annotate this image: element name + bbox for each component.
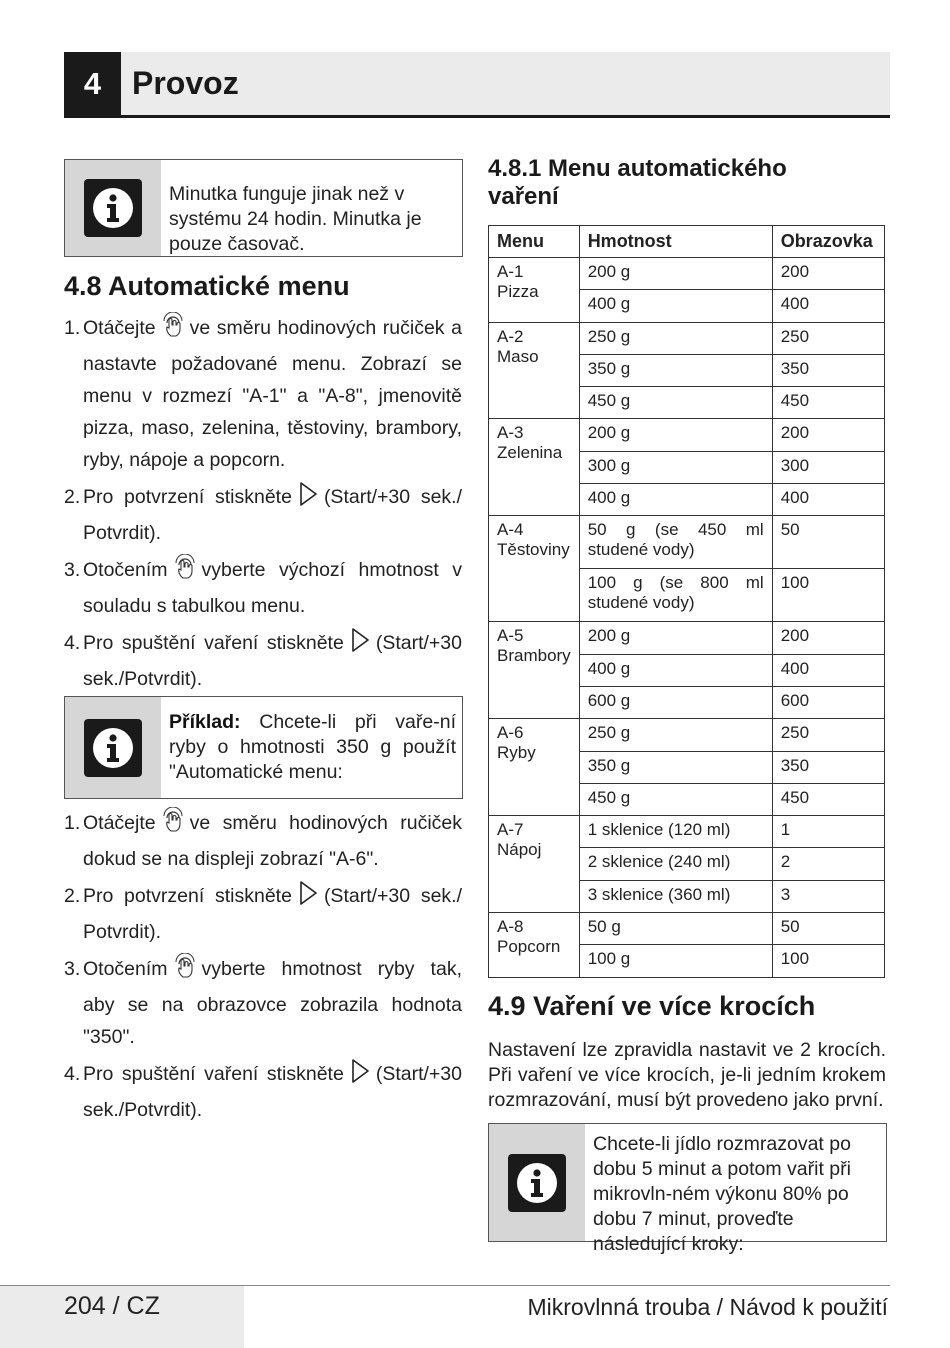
heading-4-8-1: 4.8.1 Menu automatického vaření (488, 155, 787, 210)
table-body (489, 258, 885, 978)
table-row (489, 258, 885, 290)
auto-menu-table (488, 225, 885, 978)
weight-cell: 250 g (579, 322, 772, 354)
list-item: 1. Otáčejte ve směru hodinových ručiček a nastavte požadované menu. Zobrazí se menu v rozmezí "A-1" a "A-8", jmenovitě pizza, maso, zelenina, těstoviny, brambory, ryby, nápoje a popcorn. (64, 312, 462, 476)
weight-cell: 200 g (579, 419, 772, 451)
display-cell: 400 (772, 484, 884, 516)
table-row (489, 913, 885, 945)
display-cell: 450 (772, 783, 884, 815)
steps-list (64, 312, 462, 700)
page-number: 204 / CZ (64, 1292, 160, 1320)
play-icon (298, 880, 318, 916)
weight-cell: 50 g (se 450 ml studené vody) (579, 516, 772, 569)
menu-name: Maso (497, 346, 539, 366)
list-item: 2. Pro potvrzení stiskněte (Start/+30 sek./ Potvrdit). (64, 481, 462, 549)
menu-code: A-1 (497, 262, 524, 281)
display-cell: 400 (772, 290, 884, 322)
display-cell: 300 (772, 451, 884, 483)
display-cell: 50 (772, 913, 884, 945)
table-row (489, 516, 885, 569)
display-cell: 50 (772, 516, 884, 569)
info-icon (84, 179, 142, 237)
note-timer-text: Minutka funguje jinak než v systému 24 hodin. Minutka je pouze časovač. (169, 183, 422, 255)
weight-cell: 50 g (579, 913, 772, 945)
knob-icon (162, 312, 184, 348)
play-icon (350, 627, 370, 663)
menu-name: Zelenina (497, 443, 563, 463)
display-cell: 100 (772, 945, 884, 977)
weight-cell: 400 g (579, 484, 772, 516)
example-label: Příklad: (169, 711, 241, 733)
note-example-text: Příklad: Chcete-li při vaře-ní ryby o hmotnosti 350 g použít "Automatické menu: (169, 711, 456, 783)
knob-icon (174, 953, 196, 989)
display-cell: 200 (772, 419, 884, 451)
heading-4-9: 4.9 Vaření ve více krocích (488, 991, 816, 1021)
note-timer (64, 159, 463, 257)
list-item: 4. Pro spuštění vaření stiskněte (Start/+30 sek./Potvrdit). (64, 627, 462, 695)
menu-name: Těstoviny (497, 540, 570, 560)
list-item: 1. Otáčejte ve směru hodinových ručiček dokud se na displeji zobrazí "A-6". (64, 807, 462, 875)
menu-name: Pizza (497, 282, 539, 301)
display-cell: 1 (772, 816, 884, 848)
weight-cell: 200 g (579, 622, 772, 654)
display-cell: 350 (772, 751, 884, 783)
example-steps-list (64, 807, 462, 1131)
list-item: 3. Otočením vyberte hmotnost ryby tak, aby se na obrazovce zobrazila hodnota "350". (64, 953, 462, 1053)
note-example (64, 696, 463, 799)
weight-cell: 350 g (579, 751, 772, 783)
menu-code: A-8 (497, 917, 524, 937)
column-header-menu: Menu (489, 226, 580, 258)
info-icon (508, 1154, 566, 1212)
play-icon (298, 481, 318, 517)
weight-cell: 450 g (579, 783, 772, 815)
weight-cell: 400 g (579, 290, 772, 322)
weight-cell: 600 g (579, 686, 772, 718)
weight-cell: 3 sklenice (360 ml) (579, 880, 772, 912)
play-icon (350, 1058, 370, 1094)
weight-cell: 200 g (579, 258, 772, 290)
chapter-number: 4 (64, 52, 121, 115)
table-row (489, 322, 885, 354)
table-row (489, 622, 885, 654)
column-header-weight: Hmotnost (579, 226, 772, 258)
menu-cell (489, 816, 580, 913)
display-cell: 350 (772, 354, 884, 386)
display-cell: 400 (772, 654, 884, 686)
menu-code: A-7 (497, 820, 524, 840)
note-multistage-text: Chcete-li jídlo rozmrazovat po dobu 5 minut a potom vařit při mikrovln-ném výkonu 80% po dobu 7 minut, proveďte následující kroky: (593, 1133, 851, 1255)
info-icon (84, 719, 142, 777)
weight-cell: 250 g (579, 719, 772, 751)
display-cell: 200 (772, 622, 884, 654)
column-header-display: Obrazovka (772, 226, 884, 258)
menu-cell (489, 258, 580, 323)
menu-code: A-6 (497, 723, 524, 743)
menu-cell (489, 719, 580, 816)
menu-name: Popcorn (497, 937, 561, 957)
weight-cell: 2 sklenice (240 ml) (579, 848, 772, 880)
weight-cell: 450 g (579, 387, 772, 419)
knob-icon (162, 807, 184, 843)
menu-name: Nápoj (497, 840, 542, 860)
menu-cell (489, 419, 580, 516)
chapter-title: Provoz (132, 65, 239, 101)
weight-cell: 100 g (se 800 ml studené vody) (579, 569, 772, 622)
list-item: 4. Pro spuštění vaření stiskněte (Start/+30 sek./Potvrdit). (64, 1058, 462, 1126)
list-item: 2. Pro potvrzení stiskněte (Start/+30 sek./ Potvrdit). (64, 880, 462, 948)
table-header-row (489, 226, 885, 258)
display-cell: 250 (772, 322, 884, 354)
table-row (489, 719, 885, 751)
display-cell: 100 (772, 569, 884, 622)
multistage-paragraph: Nastavení lze zpravidla nastavit ve 2 krocích. Při vaření ve více krocích, je-li jedním krokem rozmrazování, musí být provedeno jako první. (488, 1039, 886, 1111)
menu-cell (489, 516, 580, 622)
weight-cell: 350 g (579, 354, 772, 386)
weight-cell: 300 g (579, 451, 772, 483)
menu-cell (489, 913, 580, 978)
footer-title: Mikrovlnná trouba / Návod k použití (527, 1294, 888, 1320)
menu-cell (489, 322, 580, 419)
display-cell: 250 (772, 719, 884, 751)
menu-name: Brambory (497, 646, 571, 666)
weight-cell: 400 g (579, 654, 772, 686)
table-row (489, 419, 885, 451)
display-cell: 200 (772, 258, 884, 290)
display-cell: 2 (772, 848, 884, 880)
menu-cell (489, 622, 580, 719)
menu-code: A-4 (497, 520, 524, 540)
table-row (489, 816, 885, 848)
display-cell: 3 (772, 880, 884, 912)
knob-icon (174, 554, 196, 590)
menu-name: Ryby (497, 743, 536, 763)
list-item: 3. Otočením vyberte výchozí hmotnost v souladu s tabulkou menu. (64, 554, 462, 622)
menu-code: A-5 (497, 626, 524, 646)
menu-code: A-2 (497, 326, 524, 346)
heading-4-8: 4.8 Automatické menu (64, 271, 350, 301)
chapter-header (64, 52, 890, 118)
weight-cell: 100 g (579, 945, 772, 977)
note-multistage (488, 1123, 887, 1255)
display-cell: 600 (772, 686, 884, 718)
display-cell: 450 (772, 387, 884, 419)
weight-cell: 1 sklenice (120 ml) (579, 816, 772, 848)
menu-code: A-3 (497, 423, 524, 443)
